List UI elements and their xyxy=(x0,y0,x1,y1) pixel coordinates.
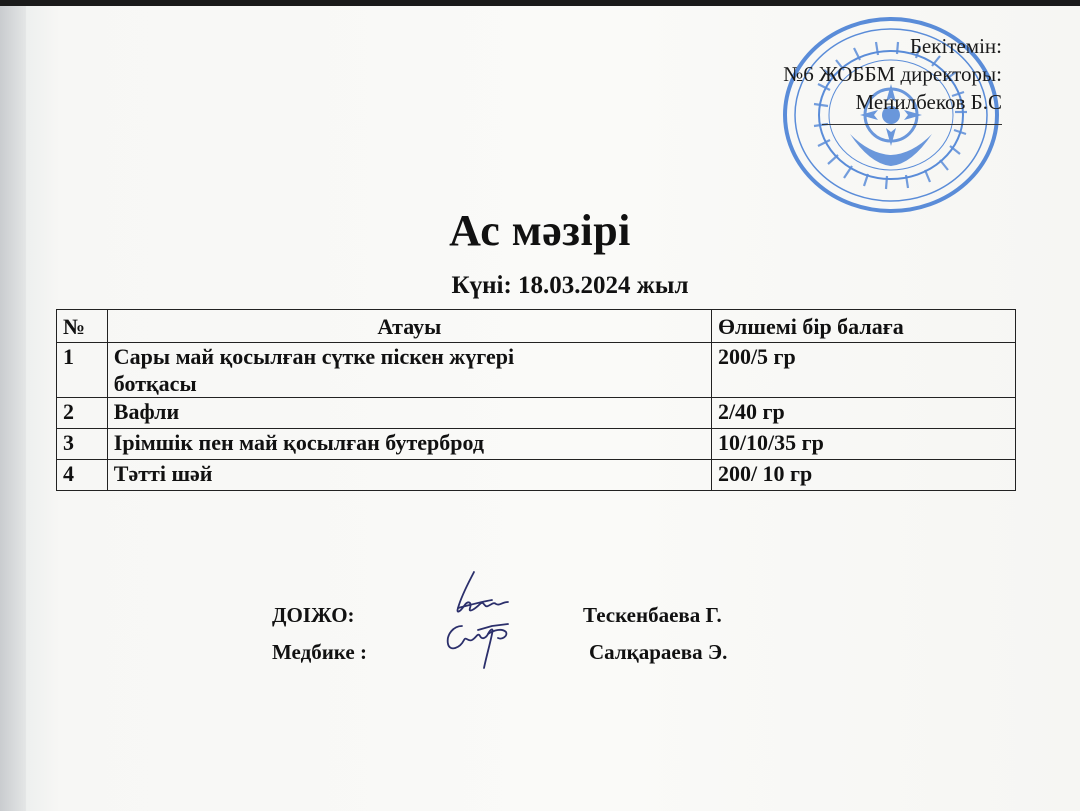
table-header-row xyxy=(57,310,1016,343)
signature-names xyxy=(583,597,727,671)
table-row xyxy=(57,429,1016,460)
header-name: Атауы xyxy=(107,310,711,343)
row-amount: 2/40 гр xyxy=(711,398,1015,429)
row-name: Ірімшік пен май қосылған бутерброд xyxy=(107,429,711,460)
header-number: № xyxy=(57,310,108,343)
row-amount: 200/ 10 гр xyxy=(711,460,1015,491)
row-number: 1 xyxy=(57,343,108,398)
row-name-line: Сары май қосылған сүтке піскен жүгері xyxy=(113,344,515,369)
table-row xyxy=(57,343,1016,398)
document-date: Күні: 18.03.2024 жыл xyxy=(451,272,689,299)
row-name: Тәтті шәй xyxy=(107,460,711,491)
document-title: Ас мәзірі xyxy=(449,206,631,255)
signature-roles xyxy=(272,597,367,671)
name-deputy-director: Тескенбаева Г. xyxy=(583,603,722,627)
row-number: 2 xyxy=(57,398,108,429)
name-nurse: Салқараева Э. xyxy=(589,640,728,664)
approval-director-name: Менилбеков Б.С xyxy=(855,90,1002,114)
row-name xyxy=(107,343,711,398)
row-amount: 200/5 гр xyxy=(711,343,1015,398)
role-deputy-director: ДОІЖО: xyxy=(272,603,355,627)
row-name-line: ботқасы xyxy=(113,371,197,396)
page-shadow xyxy=(0,6,26,811)
header-amount: Өлшемі бір балаға xyxy=(711,310,1015,343)
row-amount: 10/10/35 гр xyxy=(711,429,1015,460)
table-row xyxy=(57,460,1016,491)
role-nurse: Медбике : xyxy=(272,640,367,664)
handwritten-signatures xyxy=(432,568,544,672)
approval-position: №6 ЖОББМ директоры: xyxy=(783,62,1002,86)
approval-block xyxy=(783,32,1002,116)
approval-signature-line xyxy=(822,124,1002,125)
row-name: Вафли xyxy=(107,398,711,429)
row-number: 4 xyxy=(57,460,108,491)
menu-table xyxy=(56,309,1016,491)
row-number: 3 xyxy=(57,429,108,460)
table-row xyxy=(57,398,1016,429)
approval-heading: Бекітемін: xyxy=(909,34,1002,58)
